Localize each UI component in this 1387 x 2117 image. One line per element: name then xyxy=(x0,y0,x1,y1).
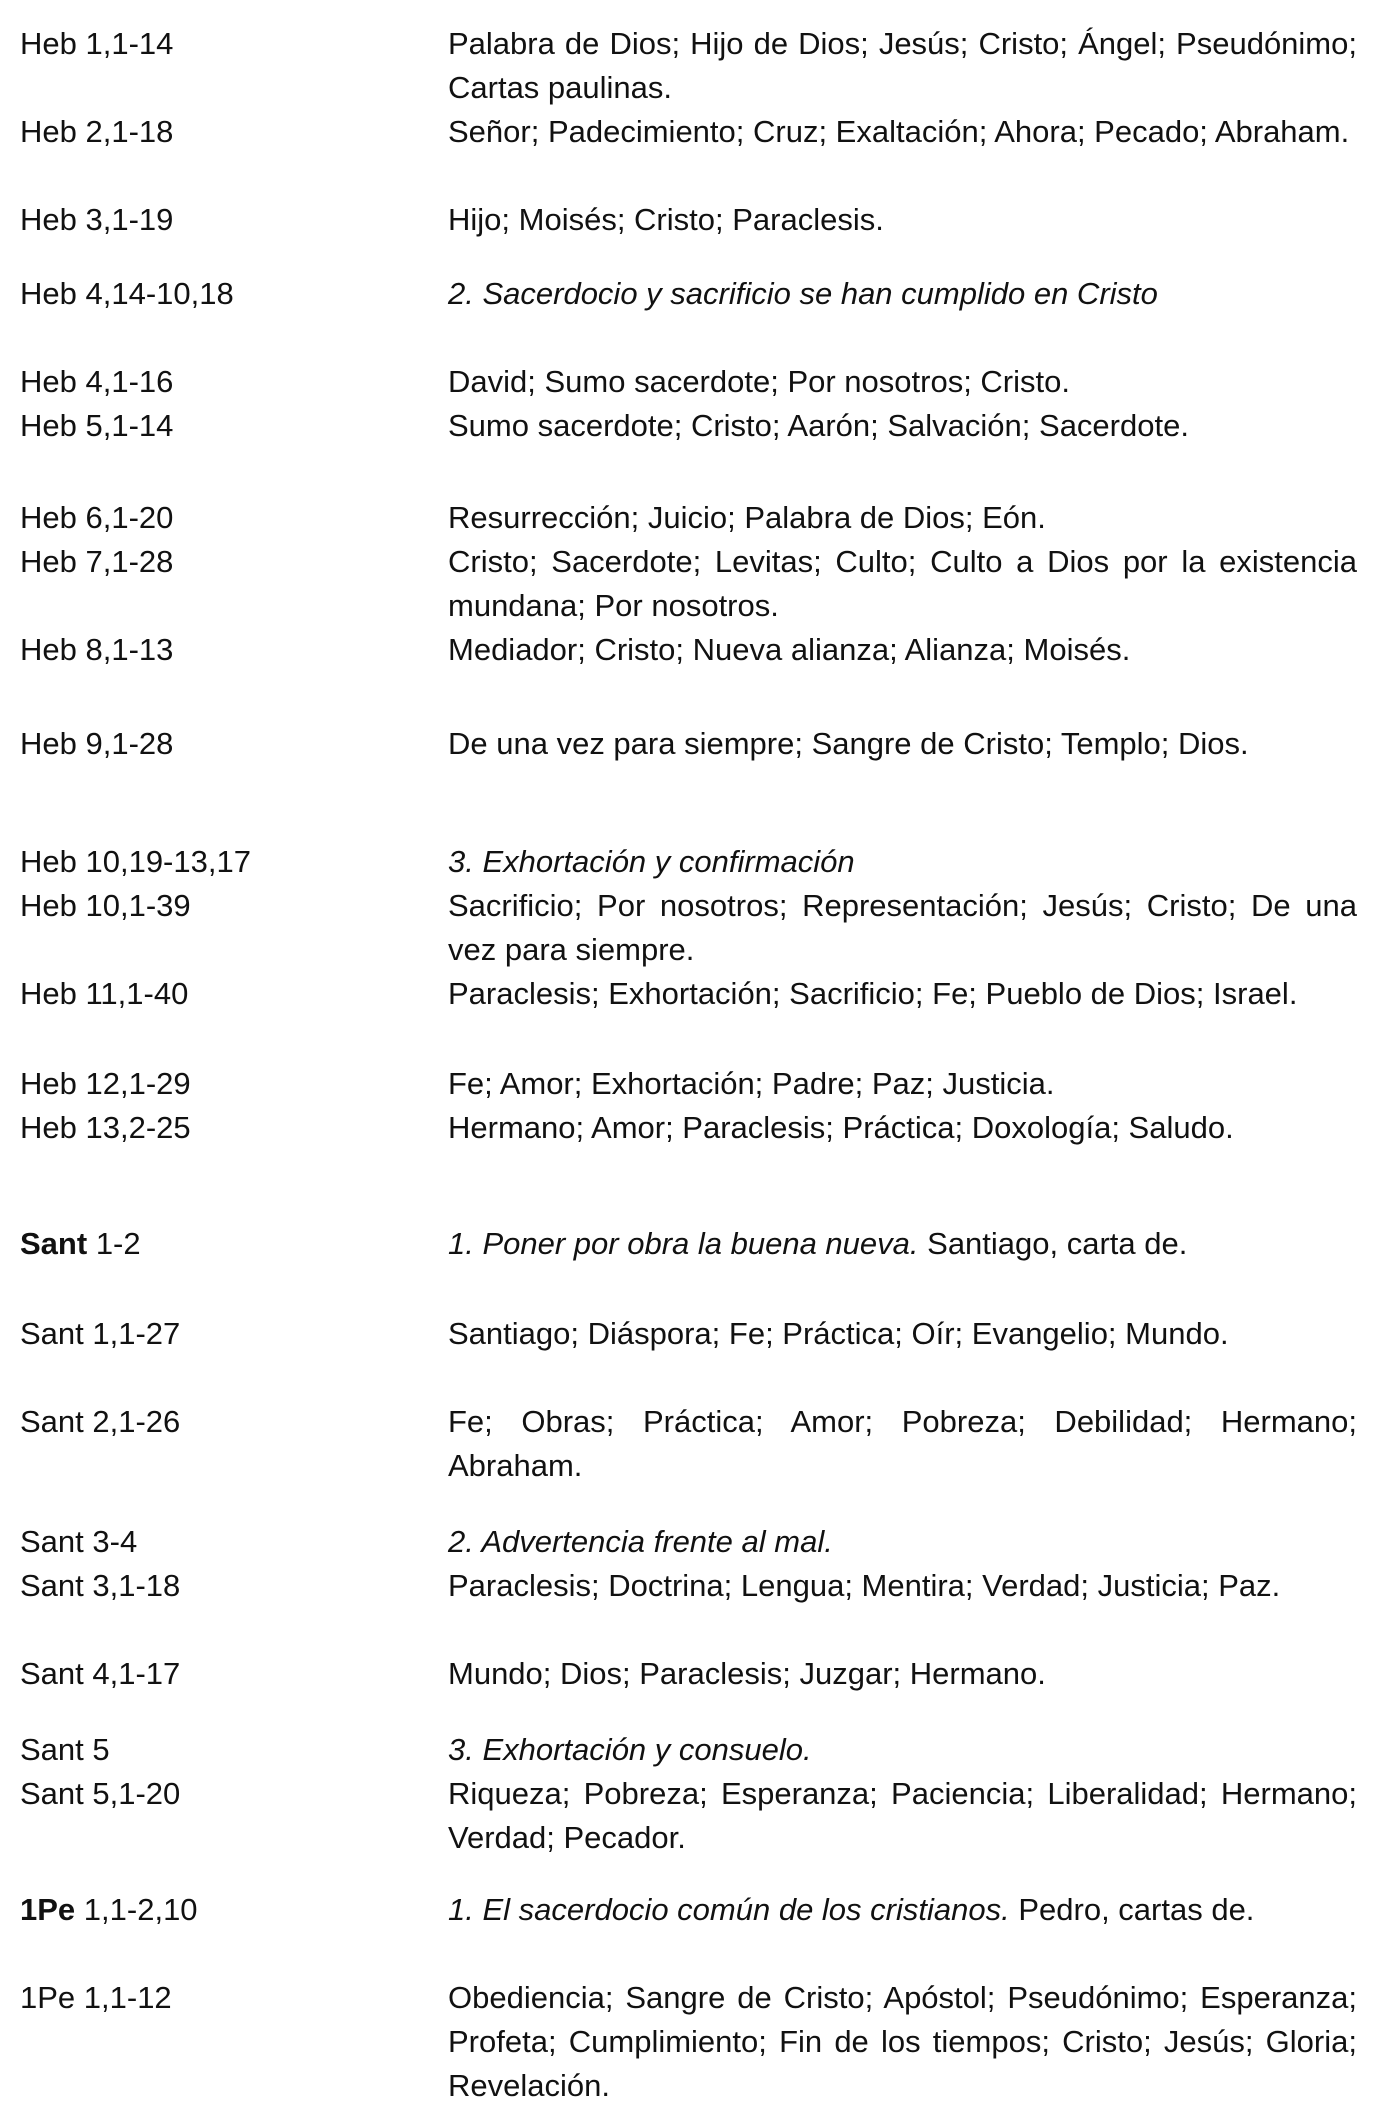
reference-range: Sant 1,1-27 xyxy=(20,1316,181,1351)
entry-keywords xyxy=(448,1976,1357,2108)
keyword-list: Hermano; Amor; Paraclesis; Práctica; Doxología; Saludo. xyxy=(448,1110,1234,1145)
section-heading: 3. Exhortación y consuelo. xyxy=(448,1732,812,1767)
reference-range: Sant 3-4 xyxy=(20,1524,138,1559)
entry-keywords xyxy=(448,1312,1357,1356)
reference-range: Heb 7,1-28 xyxy=(20,544,174,579)
reference-range: 1,1-2,10 xyxy=(83,1892,198,1927)
entry-keywords xyxy=(448,972,1357,1016)
entry-keywords xyxy=(448,198,1357,242)
entry-keywords xyxy=(448,22,1357,110)
entry-reference xyxy=(20,1772,180,1816)
keyword-list: Cristo; Sacerdote; Levitas; Culto; Culto a Dios por la existencia mundana; Por nosotros. xyxy=(448,544,1357,623)
section-heading: 3. Exhortación y confirmación xyxy=(448,844,855,879)
entry-reference xyxy=(20,1222,141,1266)
keyword-list: Riqueza; Pobreza; Esperanza; Paciencia; Liberalidad; Hermano; Verdad; Pecador. xyxy=(448,1776,1357,1855)
entry-reference xyxy=(20,22,173,66)
entry-reference xyxy=(20,1400,180,1444)
keyword-list: Resurrección; Juicio; Palabra de Dios; Eón. xyxy=(448,500,1046,535)
entry-reference xyxy=(20,404,173,448)
entry-keywords xyxy=(448,1772,1357,1860)
keyword-list: Sumo sacerdote; Cristo; Aarón; Salvación; Sacerdote. xyxy=(448,408,1189,443)
keyword-list: Mundo; Dios; Paraclesis; Juzgar; Hermano. xyxy=(448,1656,1046,1691)
entry-reference xyxy=(20,1106,191,1150)
entry-keywords xyxy=(448,884,1357,972)
entry-keywords xyxy=(448,1564,1357,1608)
entry-reference xyxy=(20,972,188,1016)
entry-reference xyxy=(20,198,173,242)
reference-range: Heb 13,2-25 xyxy=(20,1110,191,1145)
section-heading: 1. Poner por obra la buena nueva. xyxy=(448,1226,919,1261)
keyword-list: Fe; Amor; Exhortación; Padre; Paz; Justicia. xyxy=(448,1066,1055,1101)
entry-keywords xyxy=(448,404,1357,448)
entry-reference xyxy=(20,110,173,154)
reference-range: Heb 4,1-16 xyxy=(20,364,174,399)
entry-keywords xyxy=(448,628,1357,672)
entry-reference xyxy=(20,496,173,540)
entry-keywords xyxy=(448,1222,1357,1266)
entry-reference xyxy=(20,1520,137,1564)
reference-range: Sant 5 xyxy=(20,1732,110,1767)
entry-keywords xyxy=(448,360,1357,404)
entry-reference xyxy=(20,884,191,928)
reference-range: Heb 5,1-14 xyxy=(20,408,174,443)
keyword-list: Santiago; Diáspora; Fe; Práctica; Oír; Evangelio; Mundo. xyxy=(448,1316,1229,1351)
keyword-list: Hijo; Moisés; Cristo; Paraclesis. xyxy=(448,202,884,237)
entry-reference xyxy=(20,628,173,672)
reference-range: Sant 5,1-20 xyxy=(20,1776,181,1811)
reference-range: Heb 8,1-13 xyxy=(20,632,174,667)
entry-reference xyxy=(20,1728,110,1772)
entry-keywords xyxy=(448,540,1357,628)
entry-keywords xyxy=(448,110,1357,154)
keyword-list: Paraclesis; Doctrina; Lengua; Mentira; Verdad; Justicia; Paz. xyxy=(448,1568,1281,1603)
keyword-list: Palabra de Dios; Hijo de Dios; Jesús; Cristo; Ángel; Pseudónimo; Cartas paulinas. xyxy=(448,26,1357,105)
entry-keywords xyxy=(448,1652,1357,1696)
keyword-list: Santiago, carta de. xyxy=(927,1226,1188,1261)
keyword-list: Pedro, cartas de. xyxy=(1018,1892,1255,1927)
entry-reference xyxy=(20,360,173,404)
reference-range: Heb 4,14-10,18 xyxy=(20,276,234,311)
entry-reference xyxy=(20,272,234,316)
entry-reference xyxy=(20,722,173,766)
reference-range: Sant 3,1-18 xyxy=(20,1568,181,1603)
entry-keywords xyxy=(448,496,1357,540)
entry-reference xyxy=(20,1062,191,1106)
entry-reference xyxy=(20,1976,172,2020)
reference-range: Heb 1,1-14 xyxy=(20,26,174,61)
keyword-list: De una vez para siempre; Sangre de Cristo; Templo; Dios. xyxy=(448,726,1249,761)
reference-range: Heb 10,19-13,17 xyxy=(20,844,251,879)
entry-reference xyxy=(20,540,173,584)
keyword-list: Mediador; Cristo; Nueva alianza; Alianza; Moisés. xyxy=(448,632,1131,667)
reference-range: Heb 3,1-19 xyxy=(20,202,174,237)
section-heading: 2. Sacerdocio y sacrificio se han cumplido en Cristo xyxy=(448,276,1158,311)
reference-range: Sant 4,1-17 xyxy=(20,1656,181,1691)
entry-keywords xyxy=(448,272,1357,316)
reference-book: Sant xyxy=(20,1226,88,1261)
keyword-list: David; Sumo sacerdote; Por nosotros; Cristo. xyxy=(448,364,1070,399)
keyword-list: Obediencia; Sangre de Cristo; Apóstol; Pseudónimo; Esperanza; Profeta; Cumplimiento; Fin de los tiempos; Cristo; Jesús; Gloria; Revelación. xyxy=(448,1980,1357,2103)
section-heading: 1. El sacerdocio común de los cristianos. xyxy=(448,1892,1010,1927)
entry-keywords xyxy=(448,1728,1357,1772)
entry-keywords xyxy=(448,1106,1357,1150)
entry-reference xyxy=(20,1564,180,1608)
entry-keywords xyxy=(448,722,1357,766)
entry-keywords xyxy=(448,1888,1357,1932)
reference-range: Heb 10,1-39 xyxy=(20,888,191,923)
reference-range: Sant 2,1-26 xyxy=(20,1404,181,1439)
reference-range: Heb 12,1-29 xyxy=(20,1066,191,1101)
reference-range: 1Pe 1,1-12 xyxy=(20,1980,172,2015)
keyword-list: Sacrificio; Por nosotros; Representación; Jesús; Cristo; De una vez para siempre. xyxy=(448,888,1357,967)
entry-keywords xyxy=(448,1062,1357,1106)
entry-reference xyxy=(20,1312,180,1356)
section-heading: 2. Advertencia frente al mal. xyxy=(448,1524,833,1559)
entry-reference xyxy=(20,1888,198,1932)
entry-keywords xyxy=(448,840,1357,884)
reference-range: Heb 11,1-40 xyxy=(20,976,189,1011)
reference-range: Heb 9,1-28 xyxy=(20,726,174,761)
reference-range: Heb 2,1-18 xyxy=(20,114,174,149)
entry-reference xyxy=(20,840,251,884)
entry-keywords xyxy=(448,1520,1357,1564)
entry-reference xyxy=(20,1652,180,1696)
keyword-list: Fe; Obras; Práctica; Amor; Pobreza; Debilidad; Hermano; Abraham. xyxy=(448,1404,1357,1483)
reference-range: Heb 6,1-20 xyxy=(20,500,174,535)
reference-range: 1-2 xyxy=(95,1226,141,1261)
keyword-list: Señor; Padecimiento; Cruz; Exaltación; Ahora; Pecado; Abraham. xyxy=(448,114,1350,149)
keyword-list: Paraclesis; Exhortación; Sacrificio; Fe; Pueblo de Dios; Israel. xyxy=(448,976,1298,1011)
entry-keywords xyxy=(448,1400,1357,1488)
reference-book: 1Pe xyxy=(20,1892,76,1927)
